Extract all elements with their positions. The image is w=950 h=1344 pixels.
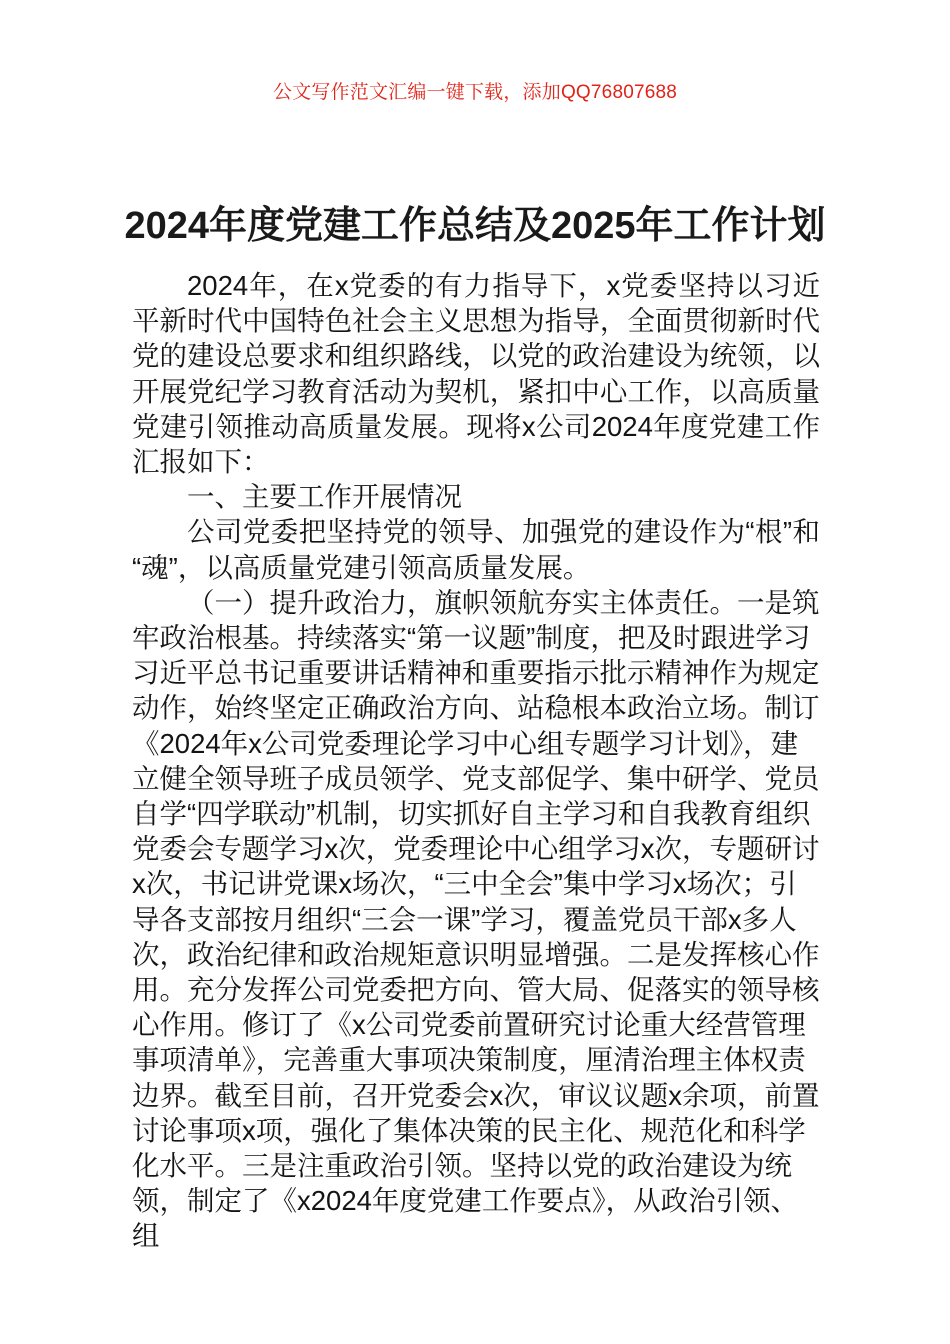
paragraph-subsection-one: （一）提升政治力，旗帜领航夯实主体责任。一是筑牢政治根基。持续落实“第一议题”制度，把及时跟进学习习近平总书记重要讲话精神和重要指示批示精神作为规定动作，始终坚定正确政治方向、站稳根本政治立场。制订《2024年x公司党委理论学习中心组专题学习计划》，建立健全领导班子成员领学、党支部促学、集中研学、党员自学“四学联动”机制，切实抓好自主学习和自我教育组织党委会专题学习x次，党委理论中心组学习x次，专题研讨x次，书记讲党课x场次，“三中全会”集中学习x场次；引导各支部按月组织“三会一课”学习，覆盖党员干部x多人次，政治纪律和政治规矩意识明显增强。二是发挥核心作用。充分发挥公司党委把方向、管大局、促落实的领导核心作用。修订了《x公司党委前置研究讨论重大经营管理事项清单》，完善重大事项决策制度，厘清治理主体权责边界。截至目前，召开党委会x次，审议议题x余项，前置讨论事项x项，强化了集体决策的民主化、规范化和科学化水平。三是注重政治引领。坚持以党的政治建设为统领，制定了《x2024年度党建工作要点》，从政治引领、组 <box>132 586 820 1252</box>
page-title: 2024年度党建工作总结及2025年工作计划 <box>124 205 826 248</box>
paragraph-section-one-lead: 公司党委把坚持党的领导、加强党的建设作为“根”和“魂”，以高质量党建引领高质量发展。 <box>132 516 820 583</box>
paragraph-intro: 2024年，在x党委的有力指导下，x党委坚持以习近平新时代中国特色社会主义思想为指导，全面贯彻新时代党的建设总要求和组织路线，以党的政治建设为统领，以开展党纪学习教育活动为契机，紧扣中心工作，以高质量党建引领推动高质量发展。现将x公司2024年度党建工作汇报如下： <box>132 270 820 478</box>
document-body <box>132 268 820 1254</box>
paragraph-section-one-heading: 一、主要工作开展情况 <box>187 481 462 513</box>
promo-header-text: 公文写作范文汇编一键下载，添加QQ76807688 <box>272 82 678 103</box>
